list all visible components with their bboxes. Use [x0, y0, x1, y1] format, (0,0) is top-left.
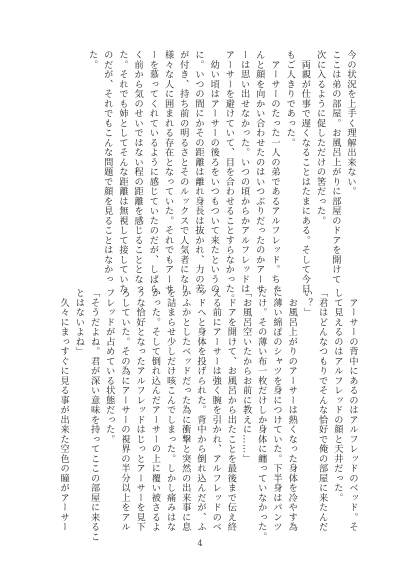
- text-line: お風呂上がりのアーサーは熱くなった身体を冷やす為: [286, 288, 298, 532]
- text-line: く前から気のせいではない程の距離を感じることとなっ: [132, 50, 144, 294]
- text-line: うな恰好となったアルフレッドはじっとアーサーを見下: [134, 288, 146, 532]
- text-line: ドアを開けて、お風呂から出たことを最後まで伝え終: [225, 288, 237, 532]
- text-line: た。: [86, 50, 98, 70]
- lower-paragraph: [56, 288, 360, 542]
- text-line: 今の状況を上手く理解出来ない。: [345, 50, 356, 197]
- text-line: える前にアーサーは強く腕を引かれ、アルフレッドのベ: [210, 288, 222, 532]
- text-line: かった。そして倒れ込んだアーサーの上に覆い被さるよ: [149, 288, 161, 532]
- text-line: に。いつの間にかその距離は離れ身長は抜かれ、力の差: [192, 50, 204, 294]
- text-line: い？」: [301, 288, 313, 318]
- upper-paragraph: [84, 50, 358, 304]
- text-line: 「そうだよね。君が深い意味を持ってここの部屋に来るこ: [88, 288, 100, 542]
- text-line: が付き、持ち前の明るさとそのルックスで人気者になり: [177, 50, 189, 294]
- text-line: 幼い頃はアーサーの後ろをいつもついて来たというの: [208, 50, 220, 294]
- text-line: ここは弟の部屋。お風呂上がりに部屋のドアを開けて: [329, 50, 341, 284]
- text-line: た。それでも姉としてそんな距離は無視して接していた: [116, 50, 128, 294]
- text-line: ろしていた。その為にアーサーの視界の半分以上をアル: [118, 288, 130, 532]
- text-line: とはないよね」: [73, 288, 85, 357]
- text-line: 久々にまっすぐに見る事が出来た空色の瞳がアーサー: [58, 288, 70, 532]
- text-line: かふかとしたベッドだった為に衝撃と突然の出来事に息: [179, 288, 191, 532]
- text-line: に薄い綿ぽのシャツを身につけていた。下半身はパンツ: [270, 288, 282, 532]
- text-line: アーサーを避けていて、目を合わせることすらなかった。: [223, 50, 235, 304]
- text-line: して見えるのはアルフレッドの顔と天井だった。: [331, 288, 343, 503]
- text-line: アーサーのたった一人の弟であるアルフレッド。ちゃ: [268, 50, 280, 294]
- text-line: ッドへと身体を投げられた。背中から倒れ込んだが、ふ: [194, 288, 206, 532]
- text-line: もご人きりであった。: [284, 50, 296, 148]
- text-line: 「君はどんなつもりでそんな恰好で俺の部屋に来たんだ: [316, 288, 328, 532]
- text-line: ーを慕ってくれているように感じていたのだが、しばら: [147, 50, 159, 294]
- text-line: 「お風呂空いたからお前に教えに……」: [240, 288, 252, 464]
- text-line: フレッドが占めている状態だった。: [103, 288, 115, 444]
- text-line: 次に入るように促しただけの筈だった。: [314, 50, 326, 226]
- text-line: 様々な人に囲まれる存在となっていた。それでもアーサ: [162, 50, 174, 294]
- text-line: だけ。その薄い布一枚だけしか身体に纏っていなかった。: [255, 288, 267, 542]
- text-line: 両親が仕事で遅くなることはたまにある。そして今日: [299, 50, 311, 294]
- text-line: のだが、それでもこんな問題で顔を見ることはなかっ: [101, 50, 113, 284]
- page-number: 4: [197, 539, 203, 548]
- text-line: んと顔を向かい合わせたのはいつぶりだったのかアーサ: [253, 50, 265, 294]
- text-line: アーサーの背中にあるのはアルフレッドのベッド。そ: [347, 288, 358, 532]
- text-line: ーは思い出せなかった。いつの頃からかアルフレッドは: [238, 50, 250, 294]
- text-line: を詰まらせ少しだけ咳こんでしまった。しかし痛みはな: [164, 288, 176, 532]
